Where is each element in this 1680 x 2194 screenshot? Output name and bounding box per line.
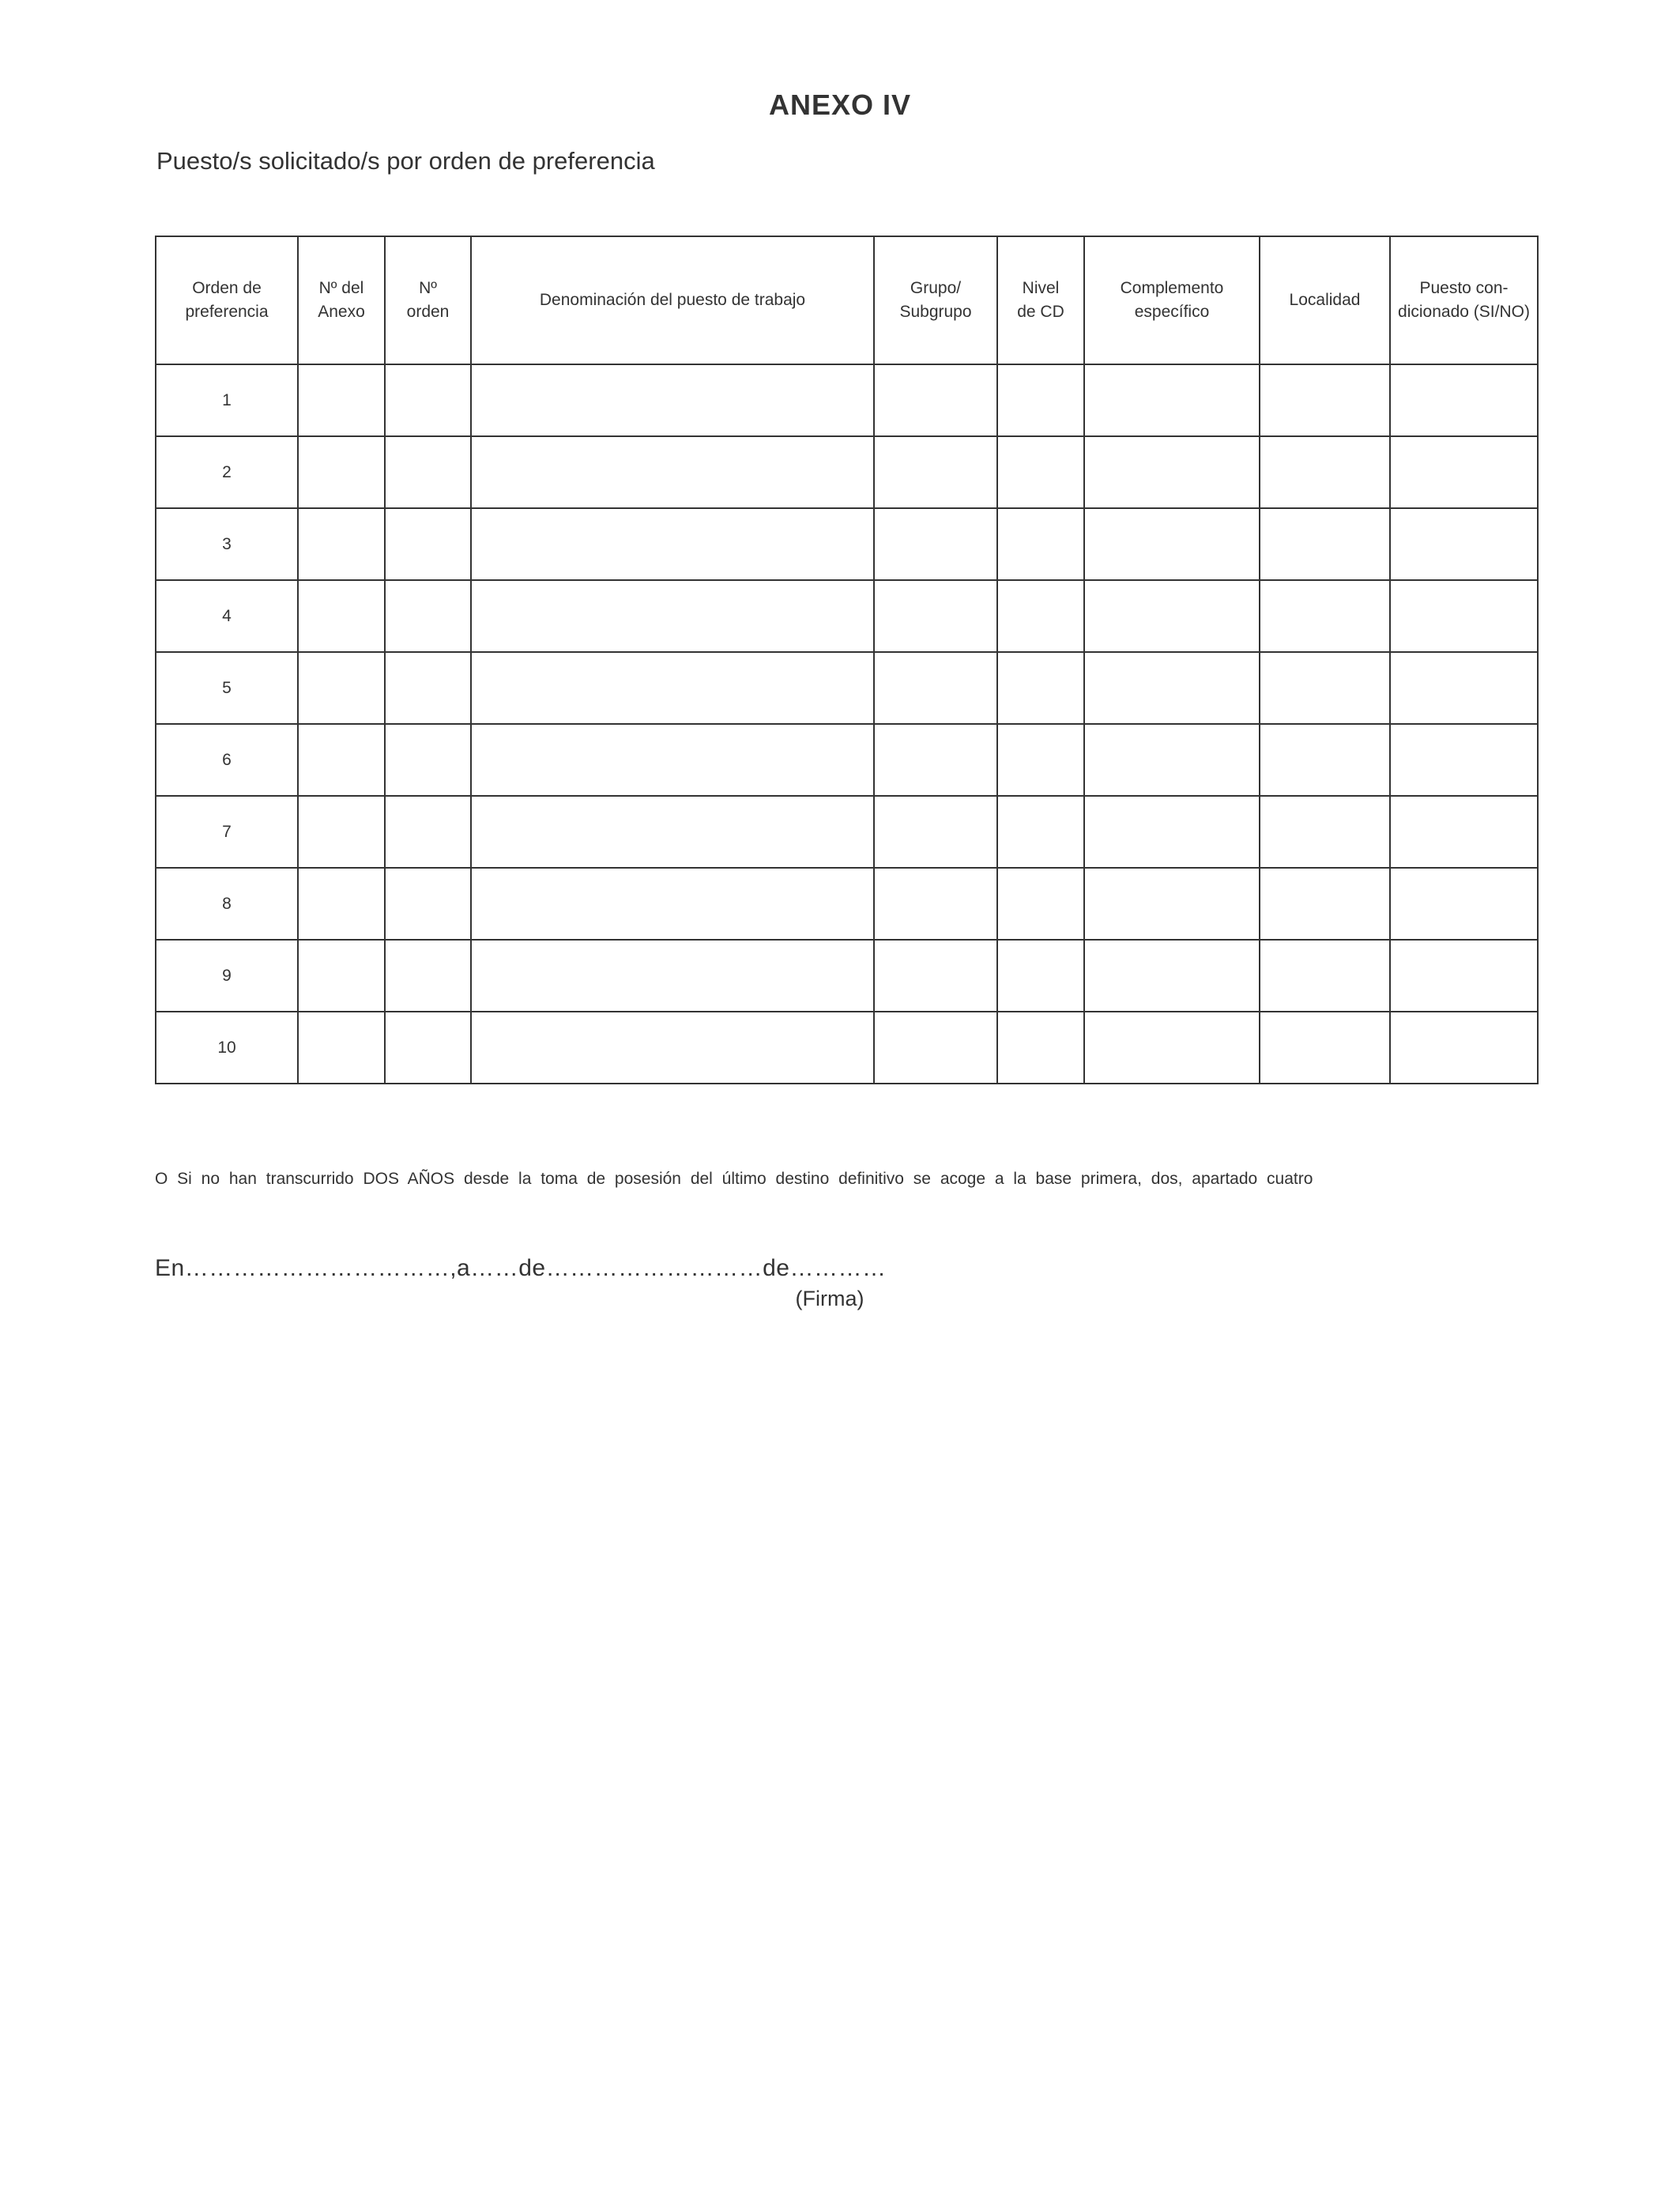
cell-numero-anexo[interactable] [298,796,385,868]
table-row [156,652,1538,724]
cell-denominacion[interactable] [471,508,874,580]
cell-localidad[interactable] [1260,508,1390,580]
cell-nivel[interactable] [997,508,1084,580]
cell-nivel[interactable] [997,724,1084,796]
table-row [156,796,1538,868]
cell-complemento[interactable] [1084,796,1260,868]
header-grupo-subgrupo: Grupo/ Subgrupo [874,236,997,364]
cell-localidad[interactable] [1260,580,1390,652]
row-order-number: 10 [156,1012,298,1084]
cell-numero-orden[interactable] [385,724,471,796]
cell-condicionado[interactable] [1390,724,1538,796]
table-row [156,1012,1538,1084]
cell-denominacion[interactable] [471,436,874,508]
cell-condicionado[interactable] [1390,868,1538,940]
base-note: O Si no han transcurrido DOS AÑOS desde la toma de posesión del último destino definitivo se acoge a la base primera, dos, apartado cuatro [155,1170,1313,1188]
cell-numero-anexo[interactable] [298,652,385,724]
cell-denominacion[interactable] [471,580,874,652]
cell-denominacion[interactable] [471,940,874,1012]
cell-complemento[interactable] [1084,364,1260,436]
cell-nivel[interactable] [997,436,1084,508]
cell-condicionado[interactable] [1390,652,1538,724]
cell-denominacion[interactable] [471,796,874,868]
cell-localidad[interactable] [1260,1012,1390,1084]
cell-denominacion[interactable] [471,364,874,436]
cell-numero-orden[interactable] [385,652,471,724]
cell-numero-orden[interactable] [385,364,471,436]
row-order-number: 7 [156,796,298,868]
row-order-number: 9 [156,940,298,1012]
cell-numero-orden[interactable] [385,436,471,508]
table-header-row [156,236,1538,364]
cell-complemento[interactable] [1084,724,1260,796]
cell-grupo[interactable] [874,940,997,1012]
signature-label: (Firma) [795,1287,864,1310]
cell-nivel[interactable] [997,1012,1084,1084]
cell-complemento[interactable] [1084,868,1260,940]
row-order-number: 1 [156,364,298,436]
cell-denominacion[interactable] [471,724,874,796]
cell-grupo[interactable] [874,508,997,580]
cell-complemento[interactable] [1084,940,1260,1012]
cell-numero-anexo[interactable] [298,436,385,508]
cell-numero-anexo[interactable] [298,580,385,652]
table-row [156,436,1538,508]
cell-numero-anexo[interactable] [298,724,385,796]
cell-numero-anexo[interactable] [298,508,385,580]
cell-condicionado[interactable] [1390,940,1538,1012]
cell-numero-orden[interactable] [385,508,471,580]
row-order-number: 8 [156,868,298,940]
cell-complemento[interactable] [1084,436,1260,508]
row-order-number: 6 [156,724,298,796]
row-order-number: 4 [156,580,298,652]
cell-condicionado[interactable] [1390,436,1538,508]
cell-numero-anexo[interactable] [298,1012,385,1084]
cell-grupo[interactable] [874,1012,997,1084]
cell-complemento[interactable] [1084,1012,1260,1084]
page-subtitle: Puesto/s solicitado/s por orden de preferencia [156,147,655,175]
cell-numero-orden[interactable] [385,580,471,652]
header-puesto-condicionado: Puesto con- dicionado (SI/NO) [1390,236,1538,364]
cell-complemento[interactable] [1084,508,1260,580]
header-orden-preferencia: Orden de preferencia [156,236,298,364]
cell-numero-anexo[interactable] [298,868,385,940]
cell-nivel[interactable] [997,868,1084,940]
cell-localidad[interactable] [1260,796,1390,868]
cell-grupo[interactable] [874,724,997,796]
cell-complemento[interactable] [1084,652,1260,724]
table-row [156,364,1538,436]
cell-numero-orden[interactable] [385,940,471,1012]
cell-condicionado[interactable] [1390,580,1538,652]
cell-localidad[interactable] [1260,724,1390,796]
cell-localidad[interactable] [1260,940,1390,1012]
signature-date-line: En……………………………,a……de………………………de………… [155,1255,887,1281]
cell-complemento[interactable] [1084,580,1260,652]
row-order-number: 5 [156,652,298,724]
table-row [156,868,1538,940]
cell-localidad[interactable] [1260,436,1390,508]
cell-nivel[interactable] [997,580,1084,652]
cell-denominacion[interactable] [471,652,874,724]
cell-denominacion[interactable] [471,1012,874,1084]
cell-condicionado[interactable] [1390,364,1538,436]
cell-numero-orden[interactable] [385,868,471,940]
cell-nivel[interactable] [997,364,1084,436]
cell-numero-orden[interactable] [385,796,471,868]
table-row [156,940,1538,1012]
header-numero-orden: Nº orden [385,236,471,364]
cell-localidad[interactable] [1260,868,1390,940]
cell-nivel[interactable] [997,796,1084,868]
cell-condicionado[interactable] [1390,1012,1538,1084]
cell-numero-orden[interactable] [385,1012,471,1084]
cell-localidad[interactable] [1260,364,1390,436]
cell-denominacion[interactable] [471,868,874,940]
cell-numero-anexo[interactable] [298,940,385,1012]
row-order-number: 3 [156,508,298,580]
page-title: ANEXO IV [768,89,912,121]
header-localidad: Localidad [1260,236,1390,364]
table-row [156,580,1538,652]
cell-grupo[interactable] [874,580,997,652]
preference-table [155,236,1539,1084]
cell-localidad[interactable] [1260,652,1390,724]
cell-grupo[interactable] [874,796,997,868]
cell-nivel[interactable] [997,940,1084,1012]
header-nivel-cd: Nivel de CD [997,236,1084,364]
cell-nivel[interactable] [997,652,1084,724]
cell-numero-anexo[interactable] [298,364,385,436]
cell-grupo[interactable] [874,652,997,724]
cell-grupo[interactable] [874,364,997,436]
cell-condicionado[interactable] [1390,796,1538,868]
row-order-number: 2 [156,436,298,508]
header-complemento-especifico: Complemento específico [1084,236,1260,364]
cell-grupo[interactable] [874,436,997,508]
table-row [156,508,1538,580]
header-denominacion-puesto: Denominación del puesto de trabajo [471,236,874,364]
cell-condicionado[interactable] [1390,508,1538,580]
cell-grupo[interactable] [874,868,997,940]
header-numero-anexo: Nº del Anexo [298,236,385,364]
table-row [156,724,1538,796]
